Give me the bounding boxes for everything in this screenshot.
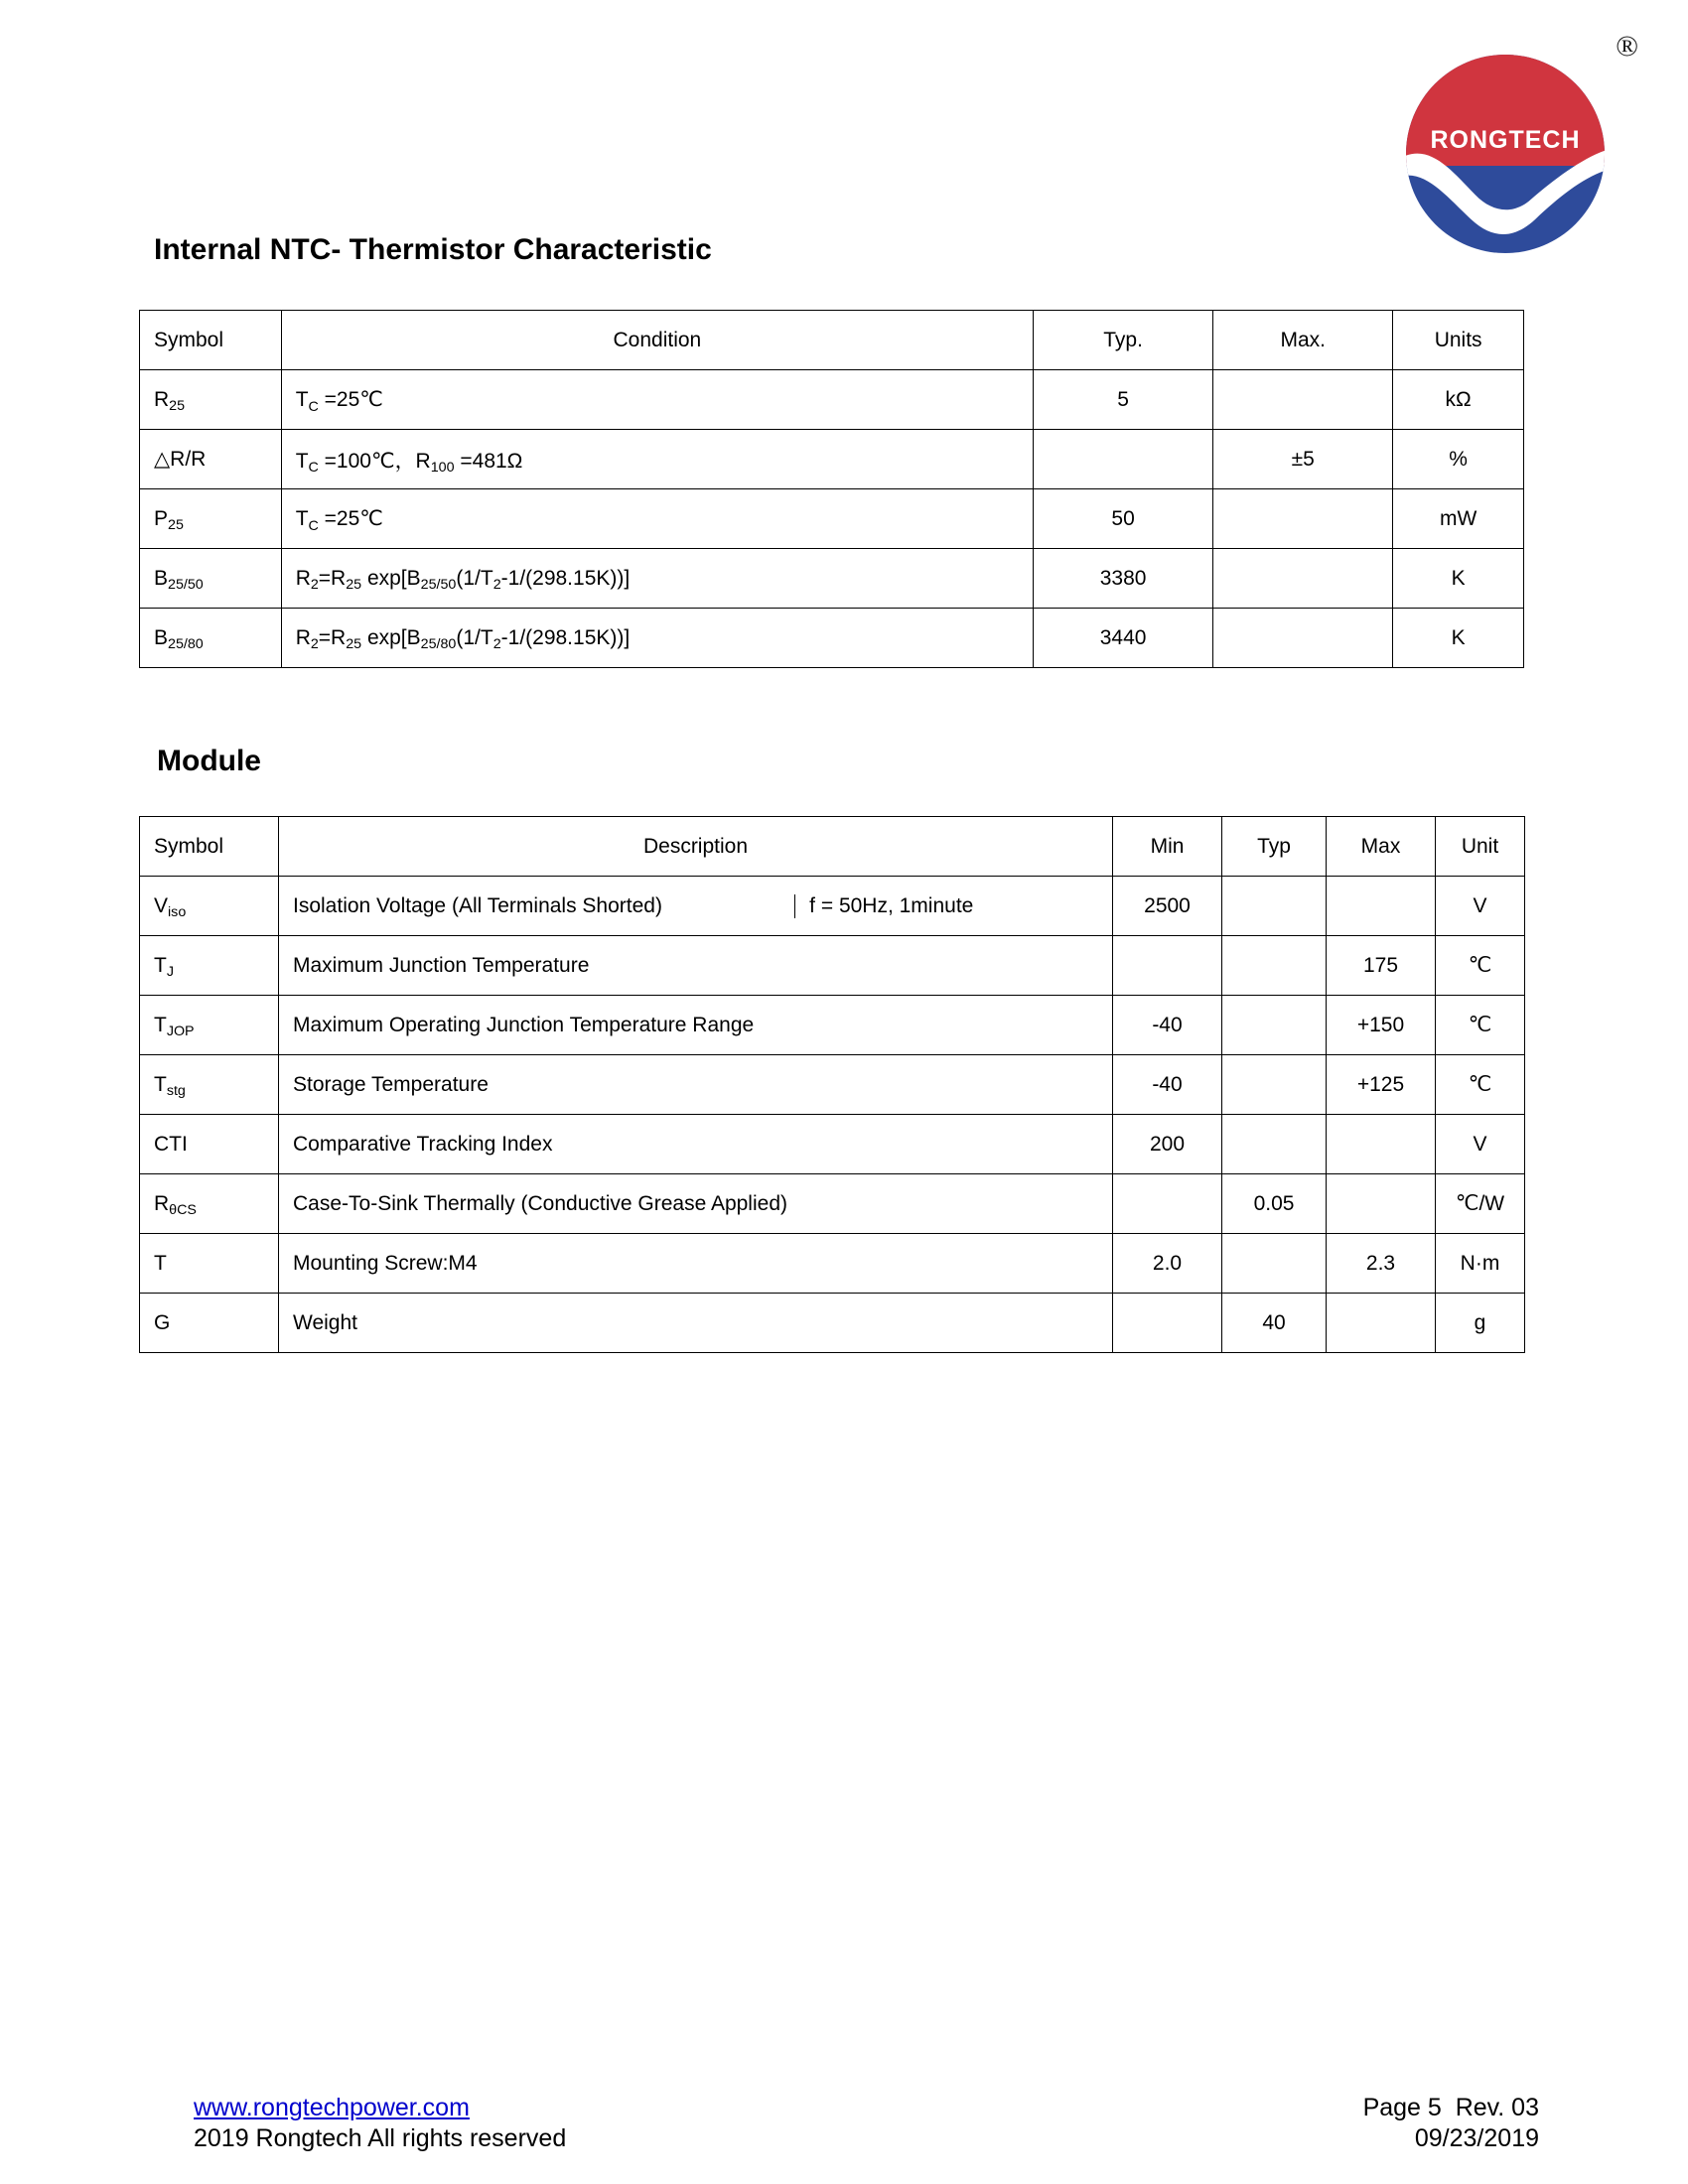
cell-typ: 40	[1222, 1294, 1327, 1353]
cell-description: Comparative Tracking Index	[279, 1115, 1113, 1174]
footer-left	[194, 2093, 566, 2155]
cell-typ	[1222, 1115, 1327, 1174]
cell-condition: $R_2=R_{25}$ $\exp[B_{25/80}(1/T_2-1/(298.15K))]$	[281, 609, 1033, 668]
table-row	[140, 549, 1524, 609]
header-symbol: Symbol	[140, 817, 279, 877]
cell-description-text: Isolation Voltage (All Terminals Shorted)	[279, 894, 795, 918]
cell-unit: V	[1436, 1115, 1525, 1174]
cell-symbol: $T_{JOP}$	[140, 996, 279, 1055]
logo-swoosh-icon	[1406, 146, 1605, 253]
cell-condition: $T_C$ =25℃	[281, 489, 1033, 549]
cell-description: Mounting Screw:M4	[279, 1234, 1113, 1294]
table-row	[140, 877, 1525, 936]
cell-symbol: $B_{25/50}$	[140, 549, 282, 609]
cell-symbol: T	[140, 1234, 279, 1294]
cell-units: K	[1393, 609, 1524, 668]
cell-max	[1213, 549, 1393, 609]
cell-max: +125	[1327, 1055, 1436, 1115]
header-max: Max	[1327, 817, 1436, 877]
cell-description: Storage Temperature	[279, 1055, 1113, 1115]
page-footer	[0, 2093, 1688, 2155]
header-max: Max.	[1213, 311, 1393, 370]
cell-typ: 0.05	[1222, 1174, 1327, 1234]
header-unit: Unit	[1436, 817, 1525, 877]
cell-condition: $R_2=R_{25}$ $\exp[B_{25/50}(1/T_2-1/(298.15K))]$	[281, 549, 1033, 609]
table-row	[140, 1055, 1525, 1115]
header-condition: Condition	[281, 311, 1033, 370]
cell-max	[1213, 489, 1393, 549]
cell-max	[1327, 877, 1436, 936]
cell-condition: $T_C$ =100℃，$R_{100} =481\Omega$	[281, 430, 1033, 489]
cell-unit: ℃	[1436, 936, 1525, 996]
cell-min	[1113, 1294, 1222, 1353]
cell-symbol: CTI	[140, 1115, 279, 1174]
cell-condition: $T_C$ =25℃	[281, 370, 1033, 430]
cell-symbol: $V_{iso}$	[140, 877, 279, 936]
cell-typ: 3380	[1034, 549, 1213, 609]
table-row	[140, 1115, 1525, 1174]
cell-symbol: $R_{\theta CS}$	[140, 1174, 279, 1234]
cell-max: 2.3	[1327, 1234, 1436, 1294]
cell-symbol: $R_{25}$	[140, 370, 282, 430]
table-row	[140, 430, 1524, 489]
table-row	[140, 489, 1524, 549]
cell-units: %	[1393, 430, 1524, 489]
cell-min: -40	[1113, 996, 1222, 1055]
logo-circle	[1406, 55, 1605, 253]
cell-typ: 50	[1034, 489, 1213, 549]
cell-typ	[1222, 877, 1327, 936]
cell-description: Weight	[279, 1294, 1113, 1353]
cell-typ: 5	[1034, 370, 1213, 430]
cell-typ	[1222, 1055, 1327, 1115]
cell-units: K	[1393, 549, 1524, 609]
cell-typ: 3440	[1034, 609, 1213, 668]
table-row	[140, 1174, 1525, 1234]
table-header-row	[140, 311, 1524, 370]
cell-unit: V	[1436, 877, 1525, 936]
table-row	[140, 936, 1525, 996]
website-link[interactable]: www.rongtechpower.com	[194, 2093, 470, 2121]
cell-min: 200	[1113, 1115, 1222, 1174]
cell-unit: ℃/W	[1436, 1174, 1525, 1234]
footer-right	[1363, 2093, 1539, 2155]
header-description: Description	[279, 817, 1113, 877]
table-row	[140, 996, 1525, 1055]
cell-min	[1113, 1174, 1222, 1234]
cell-typ	[1034, 430, 1213, 489]
cell-max	[1213, 609, 1393, 668]
cell-symbol: $B_{25/80}$	[140, 609, 282, 668]
cell-symbol: $T_J$	[140, 936, 279, 996]
cell-max	[1327, 1115, 1436, 1174]
header-symbol: Symbol	[140, 311, 282, 370]
page-revision-text: Page 5 Rev. 03	[1362, 2093, 1539, 2121]
cell-description: Maximum Operating Junction Temperature Range	[279, 996, 1113, 1055]
registered-trademark-icon: ®	[1616, 30, 1638, 63]
revision-date-text: 09/23/2019	[1414, 2123, 1539, 2152]
cell-max: ±5	[1213, 430, 1393, 489]
cell-description	[279, 877, 1113, 936]
cell-max: +150	[1327, 996, 1436, 1055]
cell-description: Case-To-Sink Thermally (Conductive Grease Applied)	[279, 1174, 1113, 1234]
cell-typ	[1222, 1234, 1327, 1294]
module-table	[139, 816, 1525, 1353]
cell-typ	[1222, 996, 1327, 1055]
header-typ: Typ.	[1034, 311, 1213, 370]
cell-test-condition: f = 50Hz, 1minute	[809, 893, 974, 917]
table-row	[140, 1294, 1525, 1353]
company-logo	[1392, 30, 1640, 228]
cell-units: mW	[1393, 489, 1524, 549]
header-units: Units	[1393, 311, 1524, 370]
cell-symbol: G	[140, 1294, 279, 1353]
cell-min: -40	[1113, 1055, 1222, 1115]
cell-unit: N·m	[1436, 1234, 1525, 1294]
cell-unit: g	[1436, 1294, 1525, 1353]
header-typ: Typ	[1222, 817, 1327, 877]
cell-max	[1327, 1294, 1436, 1353]
cell-symbol: $T_{stg}$	[140, 1055, 279, 1115]
cell-symbol: △R/R	[140, 430, 282, 489]
cell-symbol: $P_{25}$	[140, 489, 282, 549]
cell-units: kΩ	[1393, 370, 1524, 430]
table-row	[140, 370, 1524, 430]
cell-description: Maximum Junction Temperature	[279, 936, 1113, 996]
ntc-thermistor-table	[139, 310, 1524, 668]
table-header-row	[140, 817, 1525, 877]
cell-max	[1213, 370, 1393, 430]
logo-brand-text: RONGTECH	[1430, 126, 1581, 154]
cell-unit: ℃	[1436, 1055, 1525, 1115]
cell-min	[1113, 936, 1222, 996]
cell-max	[1327, 1174, 1436, 1234]
module-section-title: Module	[157, 745, 261, 777]
copyright-text: 2019 Rongtech All rights reserved	[194, 2123, 567, 2152]
table-row	[140, 609, 1524, 668]
cell-min: 2500	[1113, 877, 1222, 936]
header-min: Min	[1113, 817, 1222, 877]
table-row	[140, 1234, 1525, 1294]
cell-max: 175	[1327, 936, 1436, 996]
cell-typ	[1222, 936, 1327, 996]
cell-unit: ℃	[1436, 996, 1525, 1055]
cell-min: 2.0	[1113, 1234, 1222, 1294]
ntc-section-title: Internal NTC- Thermistor Characteristic	[154, 233, 712, 266]
